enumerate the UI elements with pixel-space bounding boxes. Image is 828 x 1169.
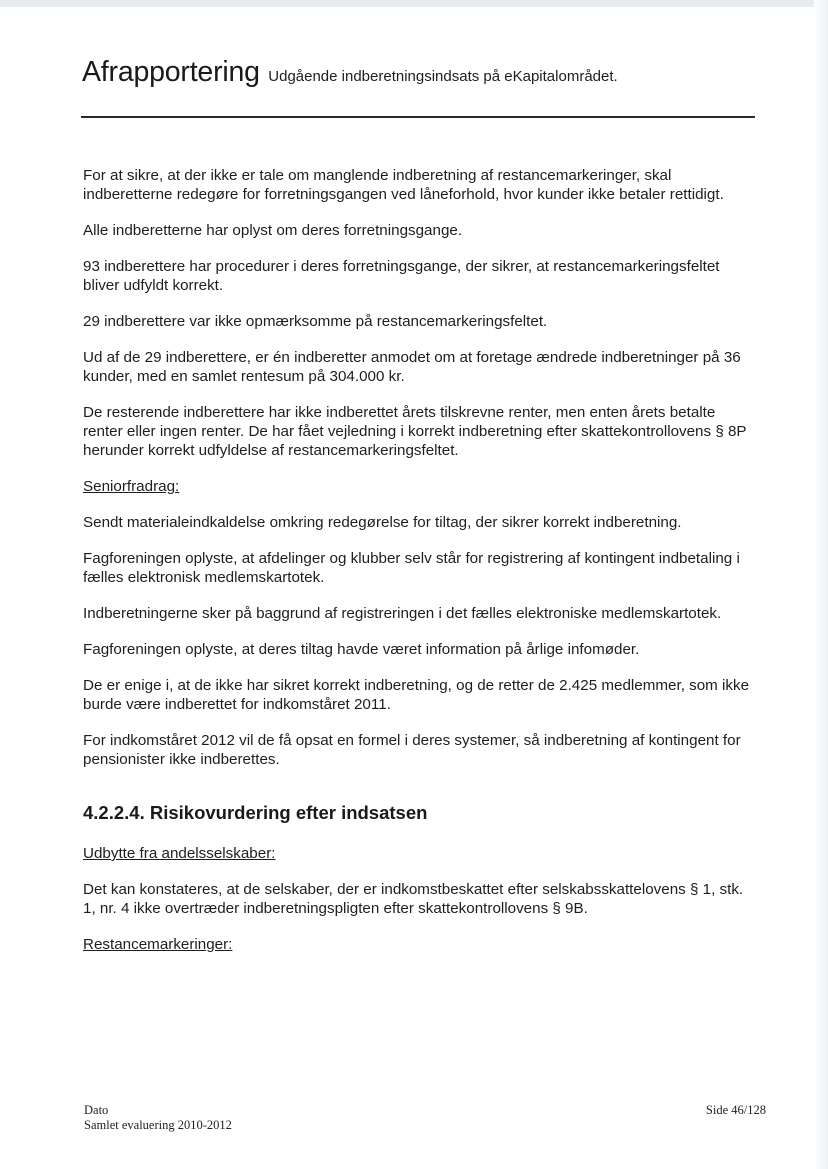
- header-divider: [81, 116, 755, 118]
- paragraph: Sendt materialeindkaldelse omkring redegørelse for tiltag, der sikrer korrekt indberetning.: [83, 514, 682, 531]
- paragraph: De er enige i, at de ikke har sikret korrekt indberetning, og de retter de 2.425 medlemmer, som ikke burde være indberettet for indkomståret 2011.: [83, 677, 750, 713]
- section-heading: 4.2.2.4. Risikovurdering efter indsatsen: [83, 802, 428, 823]
- subheading-restancemarkeringer: Restancemarkeringer:: [83, 936, 233, 953]
- footer-doc-title: Samlet evaluering 2010-2012: [84, 1118, 232, 1132]
- paragraph: Det kan konstateres, at de selskaber, der er indkomstbeskattet efter selskabsskattelovens § 1, stk. 1, nr. 4 ikke overtræder indberetningspligten efter skattekontrollovens § 9B.: [83, 881, 744, 917]
- paragraph: De resterende indberettere har ikke indberettet årets tilskrevne renter, men enten årets betalte renter eller ingen renter. De har fået vejledning i korrekt indberetning efter skattekontrollovens § 8P herunder korrekt udfyldelse af restancemarkeringsfeltet.: [83, 404, 747, 459]
- footer-date-label: Dato: [84, 1103, 109, 1117]
- scan-edge-top: [0, 0, 828, 7]
- paragraph: For at sikre, at der ikke er tale om manglende indberetning af restancemarkeringer, skal indberetterne redegøre for forretningsgangen ved låneforhold, hvor kunder ikke betaler rettidigt.: [83, 167, 724, 203]
- paragraph: Alle indberetterne har oplyst om deres forretningsgange.: [83, 222, 463, 239]
- page-header: [82, 56, 762, 89]
- paragraph: Fagforeningen oplyste, at afdelinger og klubber selv står for registrering af kontingent indbetaling i fælles elektronisk medlemskartotek.: [83, 550, 740, 586]
- paragraph: 93 indberettere har procedurer i deres forretningsgange, der sikrer, at restancemarkeringsfeltet bliver udfyldt korrekt.: [83, 258, 720, 294]
- paragraph: Ud af de 29 indberettere, er én indberetter anmodet om at foretage ændrede indberetninger på 36 kunder, med en samlet rentesum på 304.000 kr.: [83, 349, 741, 385]
- paragraph: Fagforeningen oplyste, at deres tiltag havde været information på årlige infomøder.: [83, 641, 640, 658]
- footer-left: [84, 1103, 232, 1133]
- header-title: Afrapportering: [82, 56, 260, 88]
- subheading-seniorfradrag: Seniorfradrag:: [83, 478, 180, 495]
- scan-edge-right: [814, 0, 828, 1169]
- subheading-udbytte: Udbytte fra andelsselskaber:: [83, 845, 276, 862]
- paragraph: For indkomståret 2012 vil de få opsat en formel i deres systemer, så indberetning af kontingent for pensionister ikke indberettes.: [83, 732, 741, 768]
- document-body: [83, 166, 755, 971]
- page-number: Side 46/128: [705, 1103, 766, 1117]
- paragraph: Indberetningerne sker på baggrund af registreringen i det fælles elektroniske medlemskartotek.: [83, 605, 722, 622]
- header-subtitle: Udgående indberetningsindsats på eKapitalområdet.: [268, 68, 618, 85]
- paragraph: 29 indberettere var ikke opmærksomme på restancemarkeringsfeltet.: [83, 313, 548, 330]
